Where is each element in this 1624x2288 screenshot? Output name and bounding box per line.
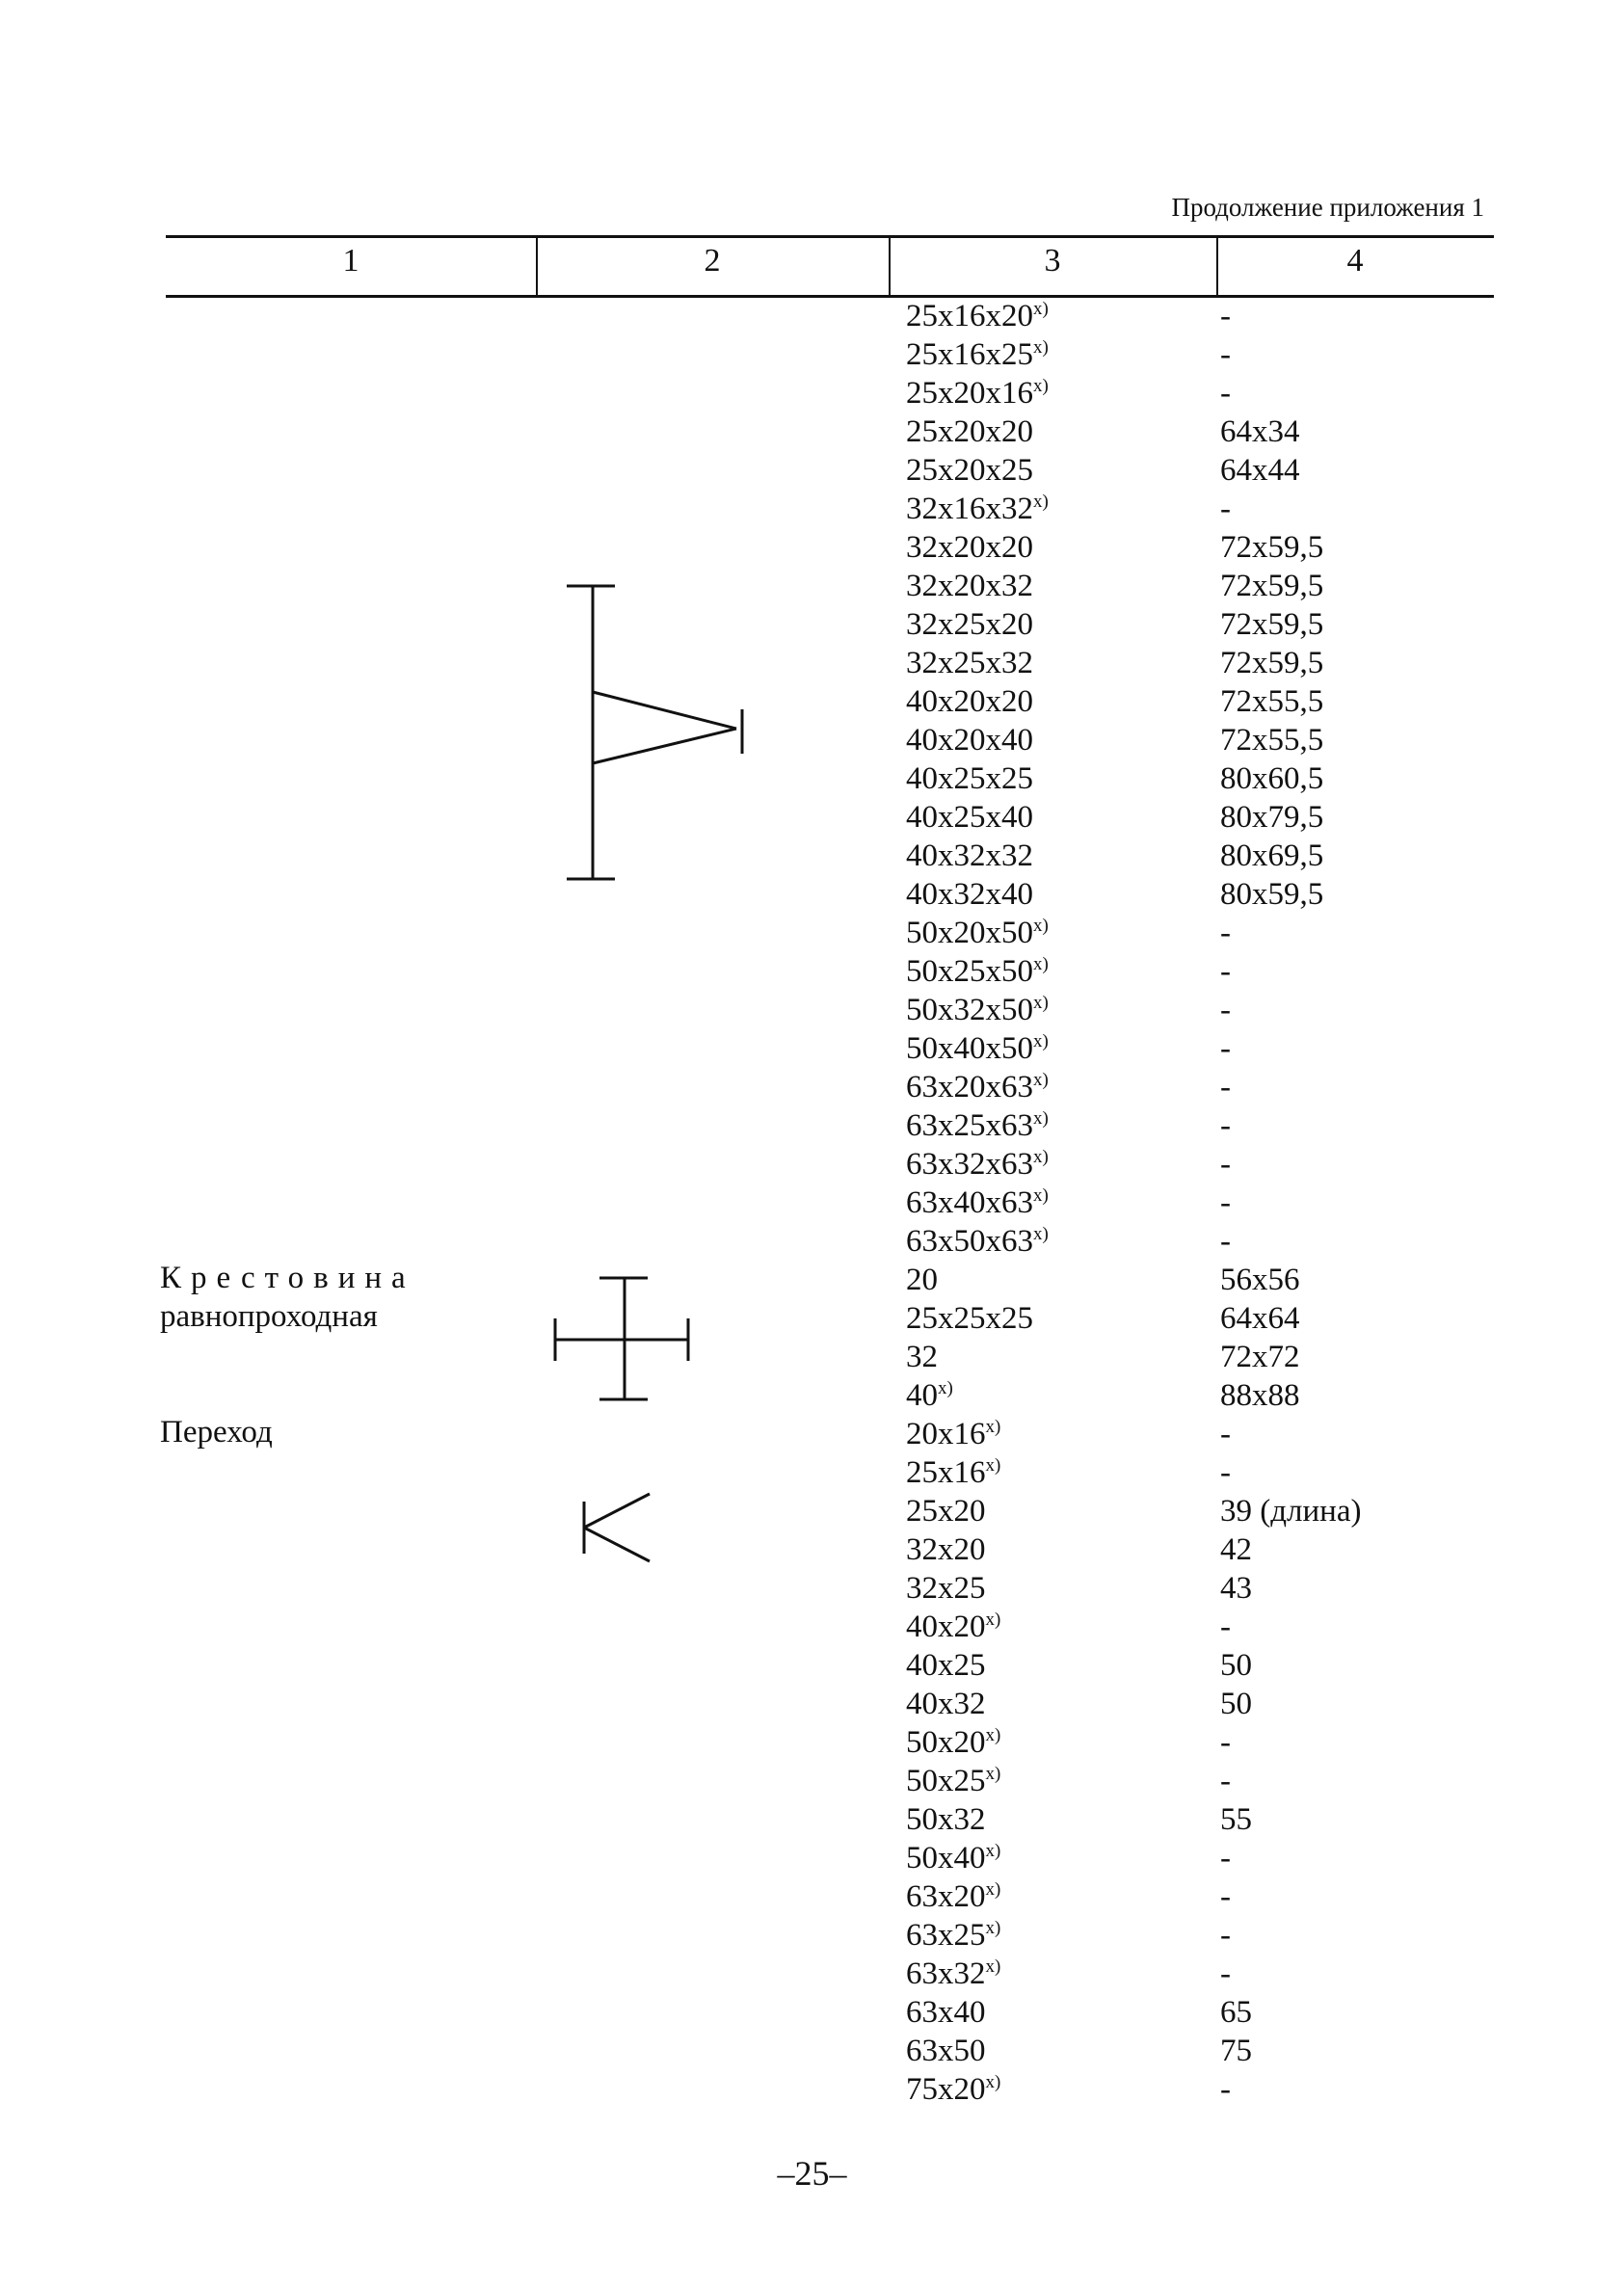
footnote-mark: x) — [985, 1455, 1001, 1476]
size-value: 50x20x50 — [906, 916, 1033, 950]
dimension-cell: 50 — [1220, 1687, 1252, 1721]
size-cell — [906, 1879, 1000, 1915]
table-row — [0, 1764, 1624, 1802]
dimension-cell: - — [1220, 1224, 1231, 1259]
size-cell — [906, 376, 1049, 412]
dimension-cell: - — [1220, 1185, 1231, 1220]
size-value: 25x20 — [906, 1494, 986, 1529]
size-cell — [906, 800, 1033, 836]
table-row — [0, 453, 1624, 492]
footnote-mark: x) — [1033, 1185, 1049, 1206]
footnote-mark: x) — [1033, 1224, 1049, 1244]
column-header-4: 4 — [1346, 243, 1364, 279]
table-row — [0, 1378, 1624, 1417]
footnote-mark: x) — [985, 1918, 1001, 1938]
size-cell — [906, 1108, 1049, 1144]
table-row — [0, 607, 1624, 646]
table-row — [0, 492, 1624, 530]
size-cell — [906, 1263, 938, 1298]
footnote-mark: x) — [1033, 993, 1049, 1013]
dimension-cell: - — [1220, 492, 1231, 526]
size-value: 40x25x25 — [906, 761, 1033, 796]
size-value: 32x16x32 — [906, 492, 1033, 526]
size-cell — [906, 414, 1033, 450]
footnote-mark: x) — [1033, 1108, 1049, 1129]
table-row — [0, 1802, 1624, 1841]
footnote-mark: x) — [938, 1378, 953, 1398]
table-row — [0, 1956, 1624, 1995]
dimension-cell: - — [1220, 1031, 1231, 1066]
table-row — [0, 569, 1624, 607]
dimension-cell: 42 — [1220, 1532, 1252, 1567]
table-row — [0, 1108, 1624, 1147]
dimension-cell: - — [1220, 1108, 1231, 1143]
footnote-mark: x) — [1033, 1147, 1049, 1167]
dimension-cell: - — [1220, 1610, 1231, 1644]
dimension-cell: - — [1220, 1956, 1231, 1991]
dimension-cell: - — [1220, 1070, 1231, 1104]
dimension-cell: 80x60,5 — [1220, 761, 1324, 796]
table-row — [0, 414, 1624, 453]
size-cell — [906, 1764, 1000, 1799]
size-cell — [906, 337, 1049, 373]
dimension-cell: - — [1220, 1764, 1231, 1798]
page-number: –25– — [777, 2154, 847, 2193]
size-value: 63x40 — [906, 1995, 986, 2030]
dimension-cell: - — [1220, 1879, 1231, 1914]
footnote-mark: x) — [1033, 1031, 1049, 1051]
size-value: 63x32x63 — [906, 1147, 1033, 1182]
table-row — [0, 1571, 1624, 1610]
table-row — [0, 1841, 1624, 1879]
size-value: 40x20x40 — [906, 723, 1033, 758]
size-value: 50x40 — [906, 1841, 986, 1876]
table-row — [0, 1995, 1624, 2034]
table-row — [0, 1918, 1624, 1956]
dimension-cell: 72x55,5 — [1220, 684, 1324, 719]
size-value: 40x32x40 — [906, 877, 1033, 912]
size-cell — [906, 1687, 986, 1722]
size-value: 75x20 — [906, 2072, 986, 2107]
table-row — [0, 1070, 1624, 1108]
footnote-mark: x) — [1033, 376, 1049, 396]
size-cell — [906, 607, 1033, 643]
size-cell — [906, 2034, 986, 2069]
item-name-transition: Переход — [160, 1415, 273, 1450]
size-value: 63x50x63 — [906, 1224, 1033, 1259]
table-row — [0, 1879, 1624, 1918]
size-cell — [906, 1185, 1049, 1221]
size-value: 32x25x32 — [906, 646, 1033, 680]
size-value: 25x25x25 — [906, 1301, 1033, 1336]
size-value: 32x25 — [906, 1571, 986, 1606]
footnote-mark: x) — [1033, 492, 1049, 512]
dimension-cell: - — [1220, 337, 1231, 372]
dimension-cell: - — [1220, 1918, 1231, 1953]
dimension-cell: 72x72 — [1220, 1340, 1300, 1374]
continuation-caption: Продолжение приложения 1 — [1171, 193, 1484, 222]
size-cell — [906, 299, 1049, 334]
table-row — [0, 1301, 1624, 1340]
column-header-2: 2 — [704, 243, 721, 279]
table-row — [0, 2072, 1624, 2111]
dimension-cell: 64x34 — [1220, 414, 1300, 449]
footnote-mark: x) — [985, 1417, 1001, 1437]
dimension-cell: 56x56 — [1220, 1263, 1300, 1297]
footnote-mark: x) — [985, 1841, 1001, 1861]
size-value: 25x20x25 — [906, 453, 1033, 488]
dimension-cell: 72x59,5 — [1220, 530, 1324, 565]
dimension-cell: 80x79,5 — [1220, 800, 1324, 835]
dimension-cell: 72x55,5 — [1220, 723, 1324, 758]
table-row — [0, 1185, 1624, 1224]
dimension-cell: 80x59,5 — [1220, 877, 1324, 912]
size-value: 63x20 — [906, 1879, 986, 1914]
size-cell — [906, 1571, 986, 1607]
dimension-cell: - — [1220, 1725, 1231, 1760]
table-row — [0, 1648, 1624, 1687]
table-row — [0, 723, 1624, 761]
size-value: 50x32x50 — [906, 993, 1033, 1027]
table-row — [0, 1340, 1624, 1378]
size-cell — [906, 530, 1033, 566]
size-cell — [906, 1301, 1033, 1337]
size-value: 25x20x16 — [906, 376, 1033, 411]
footnote-mark: x) — [1033, 299, 1049, 319]
size-value: 50x32 — [906, 1802, 986, 1837]
item-name-cross: Крестовина — [160, 1261, 415, 1295]
size-value: 63x25x63 — [906, 1108, 1033, 1143]
size-value: 63x25 — [906, 1918, 986, 1953]
item-name-cross-qualifier: равнопроходная — [160, 1299, 378, 1334]
dimension-cell: - — [1220, 1841, 1231, 1876]
size-cell — [906, 1610, 1000, 1645]
dimension-cell: - — [1220, 2072, 1231, 2107]
size-value: 40x25x40 — [906, 800, 1033, 835]
size-value: 32x20x32 — [906, 569, 1033, 603]
table-row — [0, 800, 1624, 838]
size-value: 40x32x32 — [906, 838, 1033, 873]
size-cell — [906, 838, 1033, 874]
table-row — [0, 1494, 1624, 1532]
size-cell — [906, 761, 1033, 797]
size-cell — [906, 1802, 986, 1838]
size-cell — [906, 646, 1033, 681]
size-cell — [906, 1031, 1049, 1067]
size-value: 40x25 — [906, 1648, 986, 1683]
size-cell — [906, 877, 1033, 913]
size-value: 63x40x63 — [906, 1185, 1033, 1220]
size-value: 20 — [906, 1263, 938, 1297]
table-row — [0, 761, 1624, 800]
table-row — [0, 1725, 1624, 1764]
footnote-mark: x) — [1033, 954, 1049, 974]
size-cell — [906, 569, 1033, 604]
size-value: 63x32 — [906, 1956, 986, 1991]
size-value: 32x25x20 — [906, 607, 1033, 642]
dimension-cell: 72x59,5 — [1220, 607, 1324, 642]
dimension-cell: 64x44 — [1220, 453, 1300, 488]
table-row — [0, 1224, 1624, 1263]
table-row — [0, 530, 1624, 569]
size-value: 32x20x20 — [906, 530, 1033, 565]
dimension-cell: 88x88 — [1220, 1378, 1300, 1413]
dimension-cell: - — [1220, 1455, 1231, 1490]
size-cell — [906, 954, 1049, 990]
size-cell — [906, 1841, 1000, 1876]
size-cell — [906, 453, 1033, 489]
size-value: 40x20 — [906, 1610, 986, 1644]
table-row — [0, 2034, 1624, 2072]
size-cell — [906, 684, 1033, 720]
table-row — [0, 1031, 1624, 1070]
column-header-3: 3 — [1044, 243, 1061, 279]
dimension-cell: - — [1220, 993, 1231, 1027]
dimension-cell: - — [1220, 1147, 1231, 1182]
table-row — [0, 1687, 1624, 1725]
size-value: 32x20 — [906, 1532, 986, 1567]
table-row — [0, 1263, 1624, 1301]
dimension-cell: - — [1220, 376, 1231, 411]
size-value: 63x50 — [906, 2034, 986, 2068]
size-cell — [906, 1340, 938, 1375]
dimension-cell: - — [1220, 1417, 1231, 1451]
size-cell — [906, 1648, 986, 1684]
footnote-mark: x) — [1033, 1070, 1049, 1090]
size-value: 25x20x20 — [906, 414, 1033, 449]
footnote-mark: x) — [985, 1879, 1001, 1900]
size-cell — [906, 1532, 986, 1568]
size-value: 20x16 — [906, 1417, 986, 1451]
footnote-mark: x) — [985, 1610, 1001, 1630]
dimension-cell: - — [1220, 954, 1231, 989]
size-value: 25x16x20 — [906, 299, 1033, 333]
footnote-mark: x) — [1033, 916, 1049, 936]
size-value: 32 — [906, 1340, 938, 1374]
footnote-mark: x) — [985, 2072, 1001, 2092]
size-cell — [906, 1455, 1000, 1491]
size-value: 50x25 — [906, 1764, 986, 1798]
size-value: 25x16x25 — [906, 337, 1033, 372]
dimension-cell: 65 — [1220, 1995, 1252, 2030]
table-row — [0, 684, 1624, 723]
size-cell — [906, 492, 1049, 527]
size-cell — [906, 993, 1049, 1028]
size-cell — [906, 916, 1049, 951]
dimension-cell: 75 — [1220, 2034, 1252, 2068]
dimension-cell: 80x69,5 — [1220, 838, 1324, 873]
dimension-cell: 64x64 — [1220, 1301, 1300, 1336]
footnote-mark: x) — [985, 1764, 1001, 1784]
table-row — [0, 838, 1624, 877]
footnote-mark: x) — [1033, 337, 1049, 358]
table-row — [0, 337, 1624, 376]
size-cell — [906, 1918, 1000, 1954]
dimension-cell: 43 — [1220, 1571, 1252, 1606]
size-cell — [906, 1956, 1000, 1992]
size-value: 40x32 — [906, 1687, 986, 1721]
size-cell — [906, 1224, 1049, 1260]
table-row — [0, 954, 1624, 993]
size-value: 50x20 — [906, 1725, 986, 1760]
table-row — [0, 916, 1624, 954]
dimension-cell: - — [1220, 299, 1231, 333]
size-value: 25x16 — [906, 1455, 986, 1490]
size-cell — [906, 2072, 1000, 2108]
size-value: 40x20x20 — [906, 684, 1033, 719]
size-cell — [906, 1995, 986, 2031]
dimension-cell: 50 — [1220, 1648, 1252, 1683]
table-row — [0, 1417, 1624, 1455]
footnote-mark: x) — [985, 1725, 1001, 1745]
dimension-cell: 55 — [1220, 1802, 1252, 1837]
size-cell — [906, 1725, 1000, 1761]
size-value: 50x40x50 — [906, 1031, 1033, 1066]
size-value: 50x25x50 — [906, 954, 1033, 989]
dimension-cell: 72x59,5 — [1220, 646, 1324, 680]
column-header-1: 1 — [342, 243, 359, 279]
table-row — [0, 646, 1624, 684]
size-cell — [906, 1378, 953, 1414]
table-row — [0, 299, 1624, 337]
size-cell — [906, 1070, 1049, 1105]
size-value: 63x20x63 — [906, 1070, 1033, 1104]
table-row — [0, 1532, 1624, 1571]
table-row — [0, 1455, 1624, 1494]
size-cell — [906, 1147, 1049, 1183]
table-row — [0, 1610, 1624, 1648]
size-cell — [906, 1494, 986, 1530]
dimension-cell: - — [1220, 916, 1231, 950]
table-row — [0, 993, 1624, 1031]
table-row — [0, 376, 1624, 414]
size-cell — [906, 1417, 1000, 1452]
size-cell — [906, 723, 1033, 758]
table-row — [0, 1147, 1624, 1185]
dimension-cell: 39 (длина) — [1220, 1494, 1362, 1529]
size-value: 40 — [906, 1378, 938, 1413]
dimension-cell: 72x59,5 — [1220, 569, 1324, 603]
table-row — [0, 877, 1624, 916]
footnote-mark: x) — [985, 1956, 1001, 1977]
